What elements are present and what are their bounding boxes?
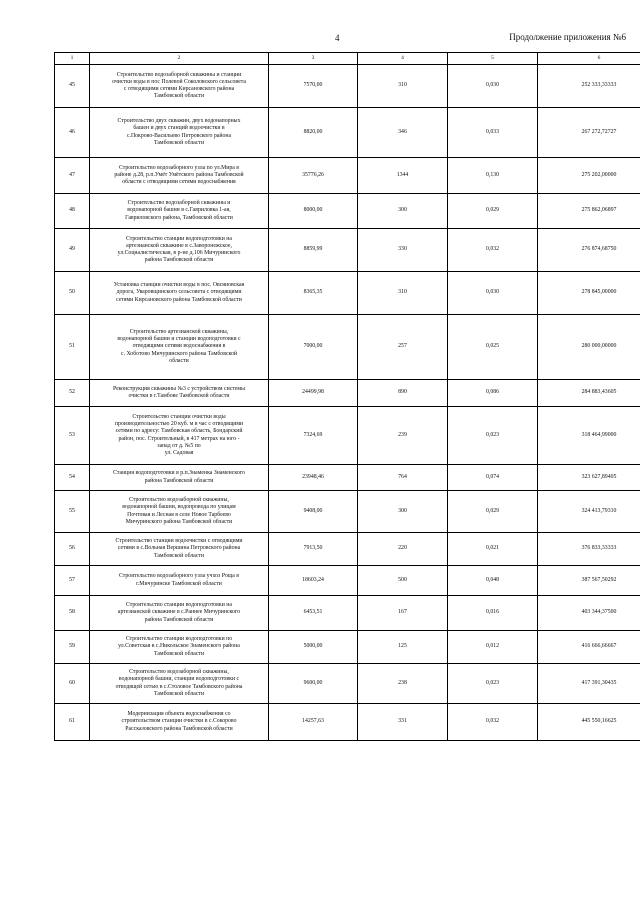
table-row	[55, 380, 640, 407]
value-column-4: 257	[358, 315, 448, 380]
table-header-row	[55, 53, 640, 65]
value-column-3: 8820,00	[269, 108, 358, 158]
value-column-6: 278 845,00000	[538, 272, 640, 315]
value-column-4: 331	[358, 704, 448, 741]
project-description	[90, 491, 269, 533]
value-column-6: 323 627,89405	[538, 465, 640, 491]
value-column-4: 1344	[358, 158, 448, 194]
value-column-4: 890	[358, 380, 448, 407]
project-description-text: Строительство водозаборного узла учхоз Роща в г.Мичуринске Тамбовской области	[119, 573, 239, 587]
value-column-4: 220	[358, 533, 448, 566]
value-column-6: 324 413,79310	[538, 491, 640, 533]
row-number: 53	[55, 407, 90, 465]
value-column-4: 764	[358, 465, 448, 491]
value-column-6: 376 833,33333	[538, 533, 640, 566]
value-column-4: 346	[358, 108, 448, 158]
value-column-4: 300	[358, 491, 448, 533]
value-column-3: 8365,35	[269, 272, 358, 315]
row-number: 51	[55, 315, 90, 380]
row-number: 49	[55, 229, 90, 272]
project-description	[90, 664, 269, 704]
value-column-4: 239	[358, 407, 448, 465]
project-description-text: Строительство станции водоочистки с отводящими сетями в с.Вольная Вершина Петровского района Тамбовской области	[115, 538, 243, 559]
table-row	[55, 664, 640, 704]
project-description	[90, 272, 269, 315]
row-number: 57	[55, 566, 90, 596]
row-number: 59	[55, 631, 90, 664]
row-number: 56	[55, 533, 90, 566]
table-row	[55, 491, 640, 533]
value-column-5: 0,023	[448, 664, 538, 704]
project-description-text: Строительство двух скважин, двух водонапорных башен и двух станций водоочистки в с.Покрово-Васильево Петровского района Тамбовской области	[117, 118, 241, 146]
value-column-5: 0,029	[448, 194, 538, 229]
value-column-4: 300	[358, 194, 448, 229]
project-description	[90, 566, 269, 596]
value-column-3: 7913,50	[269, 533, 358, 566]
value-column-5: 0,048	[448, 566, 538, 596]
row-number: 47	[55, 158, 90, 194]
column-header-4: 4	[358, 53, 448, 65]
project-description-text: Реконструкция скважины №3 с устройством системы очистки в г.Тамбове Тамбовской области	[113, 385, 245, 399]
value-column-6: 445 550,16625	[538, 704, 640, 741]
project-description-text: Строительство водозаборной скважины и станции очистки воды в пос Полевой Соколовского сельсовета с отводящими сетями Кирсановского района Тамбовской области	[112, 71, 246, 100]
table-row	[55, 108, 640, 158]
project-description	[90, 380, 269, 407]
table-row	[55, 229, 640, 272]
project-description-text: Установка станции очистки воды в пос. Овсяновская дорога, Уваровщинского сельсовета с отводящими сетями Кирсановского района Тамбовской области	[113, 282, 245, 303]
value-column-4: 167	[358, 596, 448, 631]
table-row	[55, 158, 640, 194]
value-column-5: 0,033	[448, 108, 538, 158]
value-column-6: 252 333,33333	[538, 65, 640, 108]
value-column-5: 0,012	[448, 631, 538, 664]
value-column-3: 7000,00	[269, 315, 358, 380]
row-number: 58	[55, 596, 90, 631]
value-column-5: 0,023	[448, 407, 538, 465]
project-description-text: Строительство артезианской скважины, водонапорной башни и станции водоподготовки с отводящими сетями водоснабжения в с. Хоботово Мичуринского района Тамбовской области	[117, 328, 241, 364]
value-column-4: 310	[358, 272, 448, 315]
row-number: 54	[55, 465, 90, 491]
project-description-text: Модернизация объекта водоснабжения со строительством станции очистки в с.Сокорово Рассказовского района Тамбовской области	[121, 711, 237, 732]
table-row	[55, 596, 640, 631]
value-column-6: 284 883,43605	[538, 380, 640, 407]
project-description	[90, 315, 269, 380]
project-description	[90, 108, 269, 158]
table-row	[55, 631, 640, 664]
row-number: 46	[55, 108, 90, 158]
value-column-5: 0,032	[448, 229, 538, 272]
table-row	[55, 194, 640, 229]
column-header-6: 6	[538, 53, 640, 65]
value-column-4: 500	[358, 566, 448, 596]
project-description-text: Строительство станции водоподготовки по ул.Советская в с.Никольское Знаменского района Тамбовской области	[118, 636, 240, 657]
value-column-5: 0,030	[448, 272, 538, 315]
value-column-3: 8859,99	[269, 229, 358, 272]
column-header-1: 1	[55, 53, 90, 65]
value-column-5: 0,032	[448, 704, 538, 741]
project-description-text: Строительство водозаборной скважины, водонапорной башни, станции водоподготовки с отводящей сетью в с.Столовое Тамбовского района Тамбовской области	[115, 669, 243, 697]
row-number: 50	[55, 272, 90, 315]
table-row	[55, 407, 640, 465]
value-column-3: 18603,24	[269, 566, 358, 596]
project-description	[90, 407, 269, 465]
project-description-text: Строительство станции водоподготовки на артезианской скважине в с.Раннее Мичуринского района Тамбовской области	[117, 602, 241, 623]
value-column-3: 5000,00	[269, 631, 358, 664]
table-row	[55, 315, 640, 380]
column-header-5: 5	[448, 53, 538, 65]
project-description-text: Строительство станции очистки воды производительностью 20 куб. м в час с отводящими сетями по адресу: Тамбовская область, Бондарский район, пос. Строительный, в 417 метрах на юго - запад от д. №5 по ул. Садовая	[114, 413, 244, 456]
project-description-text: Строительство водозаборной скважины, водонапорной башни, водопровода по улицам Почтовая и Лесная в селе Новое Тарбеево Мичуринского района Тамбовской области	[122, 497, 236, 525]
row-number: 52	[55, 380, 90, 407]
project-description-text: Строительство водозаборного узла по ул.Мира в районе д.28, р.п.Умёт Умётского района Тамбовской области с отводящими сетями водоснабжения	[114, 164, 244, 186]
project-description	[90, 533, 269, 566]
value-column-3: 8000,00	[269, 194, 358, 229]
value-column-3: 9600,00	[269, 664, 358, 704]
project-description-text: Строительство водозаборной скважины и водонапорной башни в с.Гавриловка 1-ая, Гавриловского района, Тамбовской области	[125, 200, 233, 221]
project-description	[90, 704, 269, 741]
value-column-6: 267 272,72727	[538, 108, 640, 158]
value-column-4: 330	[358, 229, 448, 272]
value-column-6: 417 391,30435	[538, 664, 640, 704]
row-number: 45	[55, 65, 90, 108]
table-row	[55, 566, 640, 596]
value-column-6: 276 874,68750	[538, 229, 640, 272]
value-column-3: 24499,98	[269, 380, 358, 407]
project-description	[90, 194, 269, 229]
value-column-5: 0,029	[448, 491, 538, 533]
row-number: 55	[55, 491, 90, 533]
projects-table	[54, 52, 640, 741]
value-column-6: 280 000,00000	[538, 315, 640, 380]
table-row	[55, 533, 640, 566]
value-column-3: 7570,00	[269, 65, 358, 108]
project-description	[90, 158, 269, 194]
page-number: 4	[335, 33, 340, 43]
value-column-6: 318 464,99000	[538, 407, 640, 465]
project-description-text: Строительство станции водоподготовки на артезианской скважине в с.Заворонежское, ул.Социалистическая, в р-не д.106 Мичуринского района Тамбовской области	[117, 235, 241, 264]
value-column-5: 0,021	[448, 533, 538, 566]
value-column-6: 275 202,00000	[538, 158, 640, 194]
project-description	[90, 229, 269, 272]
value-column-3: 6453,51	[269, 596, 358, 631]
value-column-3: 7324,69	[269, 407, 358, 465]
value-column-5: 0,086	[448, 380, 538, 407]
appendix-continuation-label: Продолжение приложения №6	[509, 32, 626, 42]
value-column-5: 0,016	[448, 596, 538, 631]
value-column-4: 310	[358, 65, 448, 108]
value-column-3: 9408,00	[269, 491, 358, 533]
value-column-5: 0,030	[448, 65, 538, 108]
value-column-5: 0,025	[448, 315, 538, 380]
row-number: 60	[55, 664, 90, 704]
value-column-6: 403 344,37500	[538, 596, 640, 631]
table-row	[55, 465, 640, 491]
project-description	[90, 465, 269, 491]
row-number: 61	[55, 704, 90, 741]
project-description	[90, 65, 269, 108]
value-column-4: 238	[358, 664, 448, 704]
value-column-3: 14257,63	[269, 704, 358, 741]
column-header-3: 3	[269, 53, 358, 65]
project-description	[90, 596, 269, 631]
value-column-6: 416 666,66667	[538, 631, 640, 664]
table-row	[55, 65, 640, 108]
table-row	[55, 272, 640, 315]
project-description	[90, 631, 269, 664]
row-number: 48	[55, 194, 90, 229]
value-column-6: 387 567,50292	[538, 566, 640, 596]
table-row	[55, 704, 640, 741]
value-column-5: 0,130	[448, 158, 538, 194]
value-column-4: 125	[358, 631, 448, 664]
value-column-3: 35776,26	[269, 158, 358, 194]
value-column-6: 275 862,06897	[538, 194, 640, 229]
column-header-2: 2	[90, 53, 269, 65]
project-description-text: Станция водоподготовки в р.п.Знаменка Знаменского района Тамбовской области	[113, 470, 245, 484]
value-column-3: 23948,46	[269, 465, 358, 491]
value-column-5: 0,074	[448, 465, 538, 491]
